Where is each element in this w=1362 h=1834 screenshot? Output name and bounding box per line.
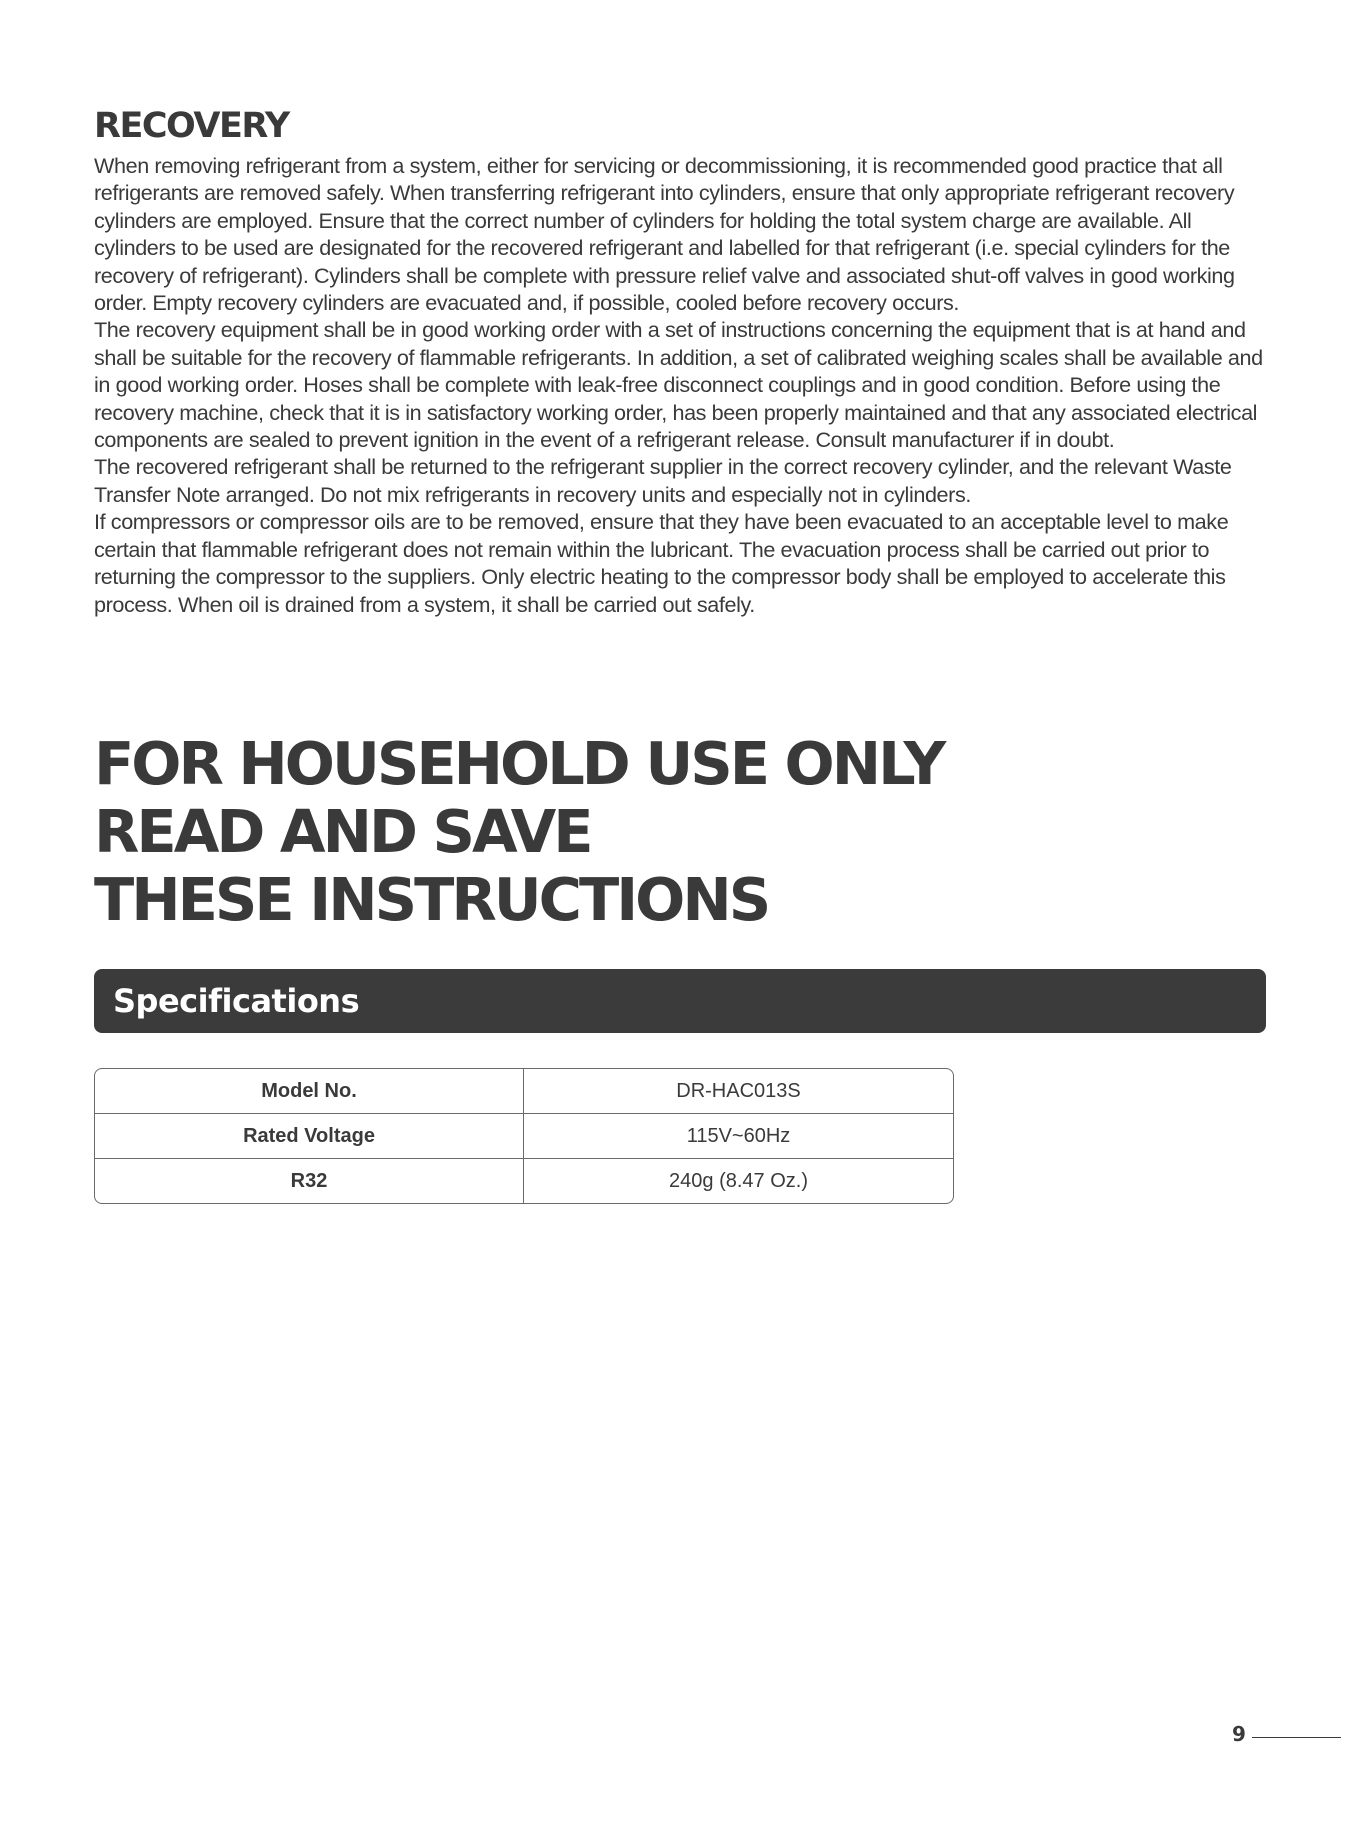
table-row	[95, 1158, 953, 1203]
spec-value: 240g (8.47 Oz.)	[669, 1169, 808, 1192]
spec-label: Rated Voltage	[95, 1114, 524, 1158]
spec-value: DR-HAC013S	[676, 1079, 801, 1102]
table-row	[95, 1069, 953, 1113]
recovery-section	[94, 104, 1266, 618]
recovery-paragraph: The recovered refrigerant shall be returned to the refrigerant supplier in the correct recovery cylinder, and the relevant Waste Transfer Note arranged. Do not mix refrigerants in recovery units and especially not in cylinders.	[94, 454, 1232, 507]
recovery-paragraph: If compressors or compressor oils are to be removed, ensure that they have been evacuated to an acceptable level to make certain that flammable refrigerant does not remain within the lubricant. The evacuation process shall be carried out prior to returning the compressor to the suppliers. Only electric heating to the compressor body shall be employed to accelerate this process. When oil is drained from a system, it shall be carried out safely.	[94, 509, 1229, 617]
notice-line: THESE INSTRUCTIONS	[94, 865, 769, 934]
spec-label: Model No.	[95, 1069, 524, 1113]
table-row	[95, 1113, 953, 1158]
notice-line: READ AND SAVE	[94, 797, 591, 866]
specifications-table	[94, 1068, 954, 1204]
page-number: 9	[1232, 1722, 1246, 1746]
spec-label: R32	[95, 1159, 524, 1203]
recovery-paragraph: The recovery equipment shall be in good working order with a set of instructions concerning the equipment that is at hand and shall be suitable for the recovery of flammable refrigerants. In addition, a set of calibrated weighing scales shall be available and in good working order. Hoses shall be complete with leak-free disconnect couplings and in good condition. Before using the recovery machine, check that it is in satisfactory working order, has been properly maintained and that any associated electrical components are sealed to prevent ignition in the event of a refrigerant release. Consult manufacturer if in doubt.	[94, 317, 1263, 453]
spec-value: 115V~60Hz	[686, 1124, 791, 1147]
specifications-heading: Specifications	[113, 982, 360, 1020]
recovery-body	[94, 152, 1266, 618]
specifications-header-bar	[94, 969, 1266, 1033]
recovery-heading: RECOVERY	[94, 106, 289, 146]
recovery-paragraph: When removing refrigerant from a system, either for servicing or decommissioning, it is recommended good practice that all refrigerants are removed safely. When transferring refrigerant into cylinders, ensure that only appropriate refrigerant recovery cylinders are employed. Ensure that the correct number of cylinders for holding the total system charge are available. All cylinders to be used are designated for the recovered refrigerant and labelled for that refrigerant (i.e. special cylinders for the recovery of refrigerant). Cylinders shall be complete with pressure relief valve and associated shut-off valves in good working order. Empty recovery cylinders are evacuated and, if possible, cooled before recovery occurs.	[94, 153, 1235, 316]
page-number-rule	[1252, 1737, 1341, 1738]
notice-line: FOR HOUSEHOLD USE ONLY	[94, 729, 944, 798]
household-notice	[94, 730, 943, 934]
